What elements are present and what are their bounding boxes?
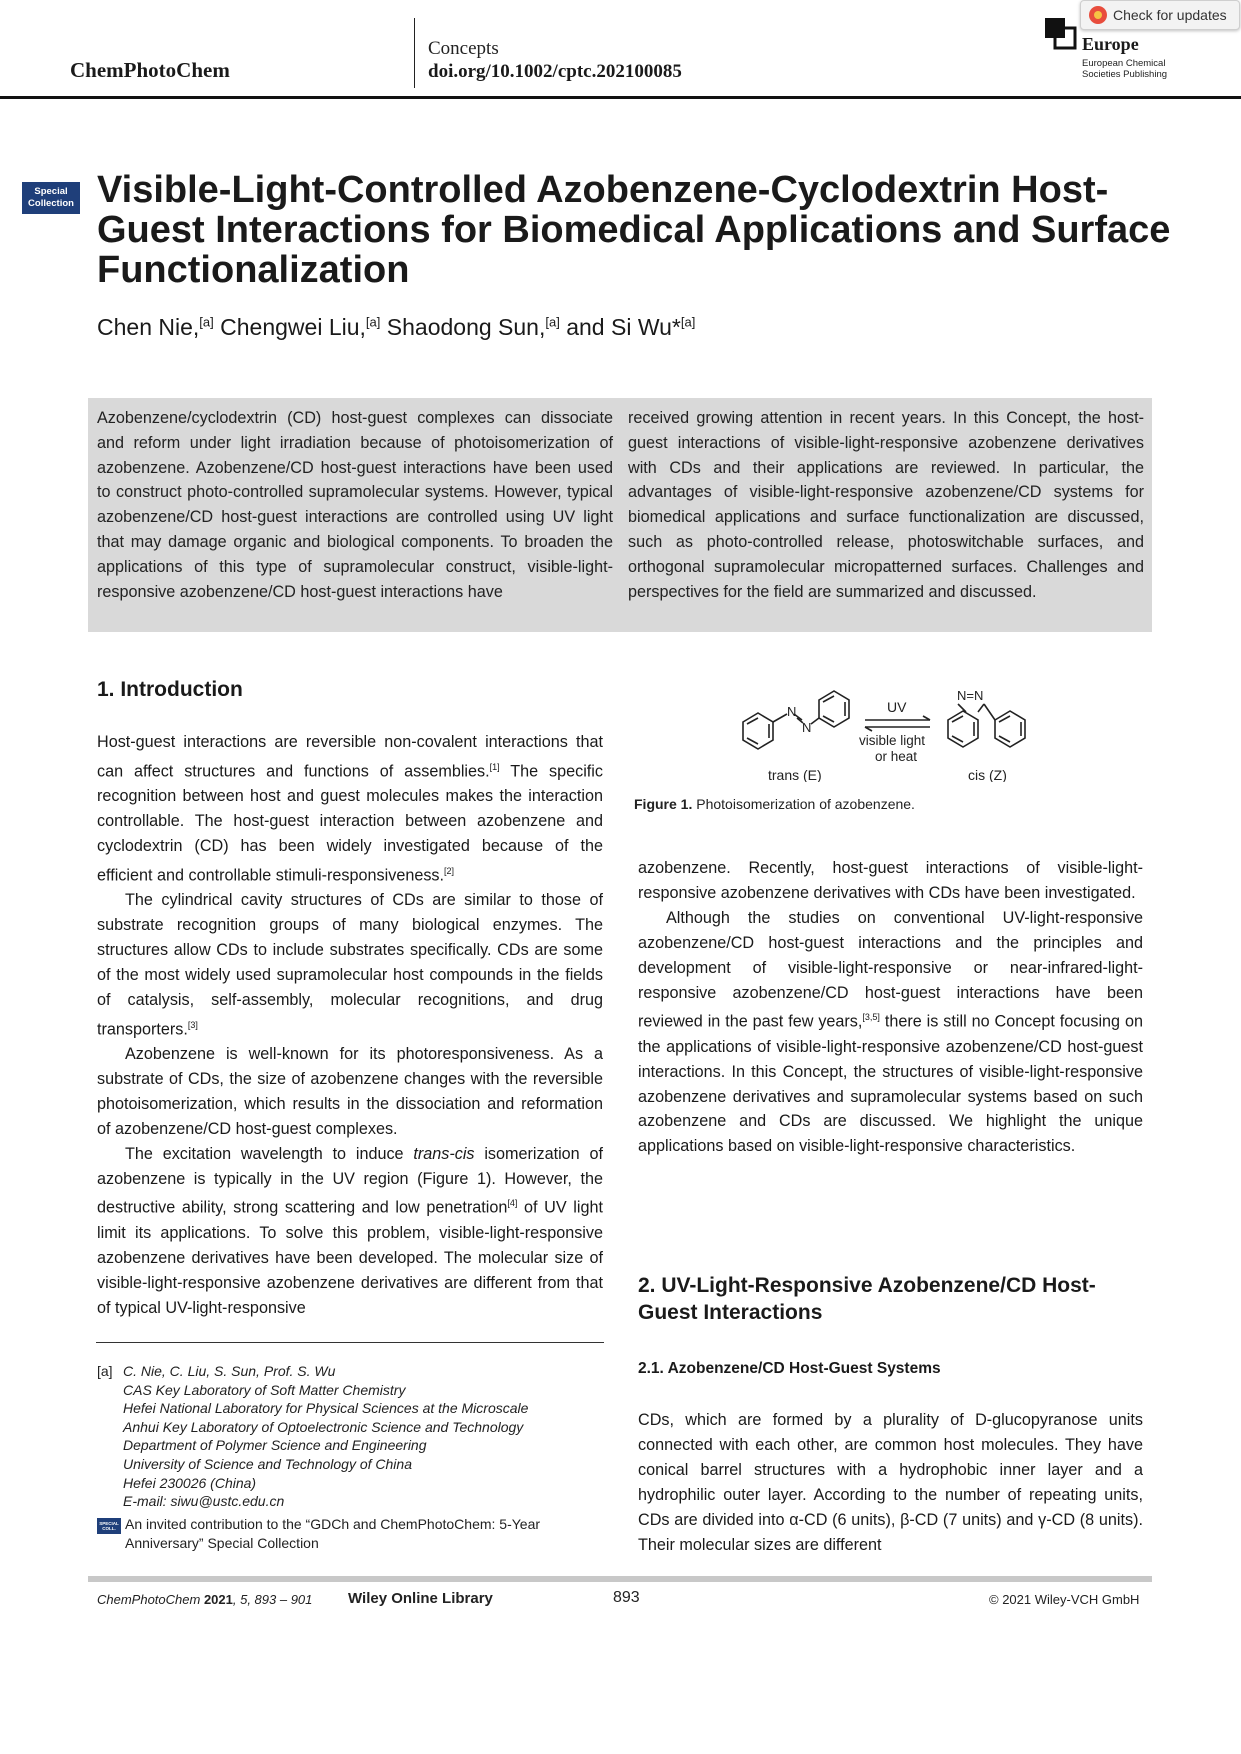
footnote-line: Hefei National Laboratory for Physical Sciences at the Microscale bbox=[123, 1400, 529, 1417]
subsection-heading: 2.1. Azobenzene/CD Host-Guest Systems bbox=[638, 1360, 941, 1377]
azo-nitrogen-label: N bbox=[802, 720, 812, 735]
text-run: The specific recognition between host and guest molecules makes the interaction controllable. The host-guest interaction between azobenzene and cyclodextrin (CD) has been widely investigated because of the efficient and controllable stimuli-responsiveness. bbox=[97, 762, 603, 885]
wiley-online-library-link[interactable]: Wiley Online Library bbox=[348, 1590, 493, 1607]
text-run: The excitation wavelength to induce bbox=[125, 1144, 414, 1163]
section-heading-uv-light: 2. UV-Light-Responsive Azobenzene/CD Host-Guest Interactions bbox=[638, 1274, 1096, 1324]
text-run: The cylindrical cavity structures of CDs are similar to those of substrate recognition groups of many biological enzymes. The structures allow CDs to include substrates specifically. CDs are some of the most widely used supramolecular host compounds in the fields of catalysis, self-assembly, molecular recognitions, and drug transporters. bbox=[97, 891, 603, 1039]
citation-journal: ChemPhotoChem bbox=[97, 1592, 201, 1607]
right-column-body bbox=[638, 856, 1143, 1159]
email-link[interactable]: E-mail: siwu@ustc.edu.cn bbox=[123, 1493, 285, 1510]
paragraph: azobenzene. Recently, host-guest interactions of visible-light-responsive azobenzene derivatives with CDs have been investigated. bbox=[638, 859, 1143, 902]
citation-rest: , 5, 893 – 901 bbox=[232, 1592, 313, 1607]
reference-link[interactable]: [1] bbox=[489, 761, 500, 772]
paragraph bbox=[97, 1142, 603, 1321]
reverse-arrow-label-1: visible light bbox=[859, 733, 926, 748]
text-run: there is still no Concept focusing on the applications of visible-light-responsive azobenzene/CD host-guest interactions. In this Concept, the structures of visible-light-responsive azobenzene derivatives and supramolecular systems based on such azobenzene and CDs are discussed. We highlight the unique applications based on visible-light-responsive characteristics. bbox=[638, 1012, 1143, 1156]
italic-term: trans-cis bbox=[413, 1144, 475, 1163]
text-run: Although the studies on conventional UV-light-responsive azobenzene/CD host-guest interactions and the principles and development of visible-light-responsive or near-infrared-light-responsive azobenzene/CD host-guest interactions have been reviewed in the past few years, bbox=[638, 908, 1143, 1031]
paragraph bbox=[638, 906, 1143, 1159]
footnote-rule bbox=[96, 1342, 604, 1343]
text-run: of UV light limit its applications. To solve this problem, visible-light-responsive azobenzene derivatives have been developed. The molecular size of visible-light-responsive azobenzene derivatives are different from that of typical UV-light-responsive bbox=[97, 1198, 603, 1317]
author-affiliation: [a] bbox=[545, 314, 560, 330]
copyright: © 2021 Wiley-VCH GmbH bbox=[989, 1592, 1140, 1607]
abstract-right-column bbox=[628, 406, 1144, 604]
reference-link[interactable]: [3,5] bbox=[862, 1012, 880, 1023]
section2-body bbox=[638, 1408, 1143, 1557]
abstract-text: Azobenzene/cyclodextrin (CD) host-guest complexes can dissociate and reform under light irradiation because of photoisomerization of azobenzene. Azobenzene/CD host-guest interactions have been used to construct photo-controlled supramolecular systems. However, typical azobenzene/CD host-guest interactions are controlled using UV light that may damage organic and biological components. To broaden the applications of this type of supramolecular construct, visible-light-responsive azobenzene/CD host-guest interactions have bbox=[97, 409, 613, 601]
introduction-body bbox=[97, 730, 603, 1320]
publisher-name: Europe bbox=[1082, 34, 1139, 54]
author-affiliation: [a] bbox=[680, 314, 696, 330]
azobenzene-photoisomerization-figure bbox=[730, 672, 1060, 782]
abstract-left-column bbox=[97, 406, 613, 604]
reference-link[interactable]: [4] bbox=[507, 1198, 518, 1209]
special-collection-mini-badge: SPECIAL COLL. bbox=[97, 1518, 121, 1534]
affiliation-footnote bbox=[97, 1362, 607, 1511]
check-updates-icon bbox=[1089, 6, 1107, 24]
figure-caption-text: Photoisomerization of azobenzene. bbox=[692, 796, 915, 812]
uv-arrow-label: UV bbox=[887, 699, 907, 715]
footnote-line: University of Science and Technology of China bbox=[123, 1455, 412, 1472]
check-updates-label: Check for updates bbox=[1113, 7, 1227, 23]
figure-caption bbox=[634, 796, 915, 812]
text-run: Host-guest interactions are reversible non-covalent interactions that can affect structures and functions of assemblies. bbox=[97, 733, 603, 781]
trans-isomer-label: trans (E) bbox=[768, 767, 822, 782]
author-name: and Si Wu* bbox=[559, 314, 681, 340]
section-type: Concepts bbox=[428, 38, 499, 59]
paragraph: Azobenzene is well-known for its photoresponsiveness. As a substrate of CDs, the size of azobenzene changes with the reversible photoisomerization, which results in the dissociation and reformation of azobenzene/CD host-guest complexes. bbox=[97, 1045, 603, 1138]
paragraph bbox=[97, 888, 603, 1042]
article-title: Visible-Light-Controlled Azobenzene-Cyclodextrin Host-Guest Interactions for Biomedical Applications and Surface Functionalization bbox=[97, 169, 1171, 291]
azo-nitrogen-label: N bbox=[787, 704, 797, 719]
footnote-line: Hefei 230026 (China) bbox=[123, 1474, 257, 1491]
figure-caption-label: Figure 1. bbox=[634, 796, 693, 812]
author-name: Chen Nie, bbox=[97, 314, 200, 340]
check-for-updates-button[interactable] bbox=[1080, 0, 1240, 30]
header-rule bbox=[0, 96, 1241, 99]
cis-isomer-label: cis (Z) bbox=[968, 767, 1007, 782]
citation bbox=[97, 1592, 312, 1607]
footnote-line: CAS Key Laboratory of Soft Matter Chemistry bbox=[123, 1381, 406, 1398]
author-affiliation: [a] bbox=[199, 314, 214, 330]
reference-link[interactable]: [2] bbox=[444, 865, 455, 876]
section-heading-introduction: 1. Introduction bbox=[97, 678, 243, 701]
journal-name: ChemPhotoChem bbox=[70, 58, 230, 82]
invited-contribution-note bbox=[97, 1515, 617, 1553]
publisher-logo-icon bbox=[1045, 18, 1077, 50]
reference-link[interactable]: [3] bbox=[187, 1019, 198, 1030]
publisher-subtitle: European Chemical Societies Publishing bbox=[1082, 58, 1168, 80]
footnote-line: Department of Polymer Science and Engineering bbox=[123, 1437, 427, 1454]
page-number: 893 bbox=[613, 1589, 640, 1606]
footnote-line: C. Nie, C. Liu, S. Sun, Prof. S. Wu bbox=[123, 1363, 336, 1379]
footnote-tag: [a] bbox=[97, 1363, 113, 1379]
invited-text: An invited contribution to the “GDCh and ChemPhotoChem: 5-Year Anniversary” Special Collection bbox=[125, 1516, 541, 1551]
abstract-text: received growing attention in recent years. In this Concept, the host-guest interactions of visible-light-responsive azobenzene derivatives with CDs and their applications are reviewed. In particular, the advantages of visible-light-responsive azobenzene/CD systems for biomedical applications and surface functionalization are discussed, such as photo-controlled release, photoswitchable surfaces, and orthogonal supramolecular micropatterned surfaces. Challenges and perspectives for the field are summarized and discussed. bbox=[628, 409, 1144, 601]
author-name: Chengwei Liu, bbox=[213, 314, 366, 340]
header-divider bbox=[414, 18, 415, 88]
footnote-line: Anhui Key Laboratory of Optoelectronic Science and Technology bbox=[123, 1418, 524, 1435]
author-name: Shaodong Sun, bbox=[380, 314, 546, 340]
text-run: isomerization of azobenzene is typically in the UV region (Figure 1). However, the destructive ability, strong scattering and low penetration bbox=[97, 1144, 603, 1217]
doi-link[interactable]: doi.org/10.1002/cptc.202100085 bbox=[428, 61, 682, 82]
cis-azo-label: N=N bbox=[957, 688, 984, 703]
author-affiliation: [a] bbox=[365, 314, 381, 330]
badge-line-2: Collection bbox=[28, 198, 74, 209]
author-list bbox=[97, 314, 695, 341]
reverse-arrow-label-2: or heat bbox=[875, 749, 918, 764]
footer-rule bbox=[88, 1576, 1152, 1582]
paragraph: CDs, which are formed by a plurality of D-glucopyranose units connected with each other, are common host molecules. They have conical barrel structures with a hydrophobic inner layer and a hydrophilic outer layer. According to the number of repeating units, CDs are divided into α-CD (6 units), β-CD (7 units) and γ-CD (8 units). Their molecular sizes are different bbox=[638, 1411, 1143, 1554]
paragraph bbox=[97, 730, 603, 888]
citation-year: 2021 bbox=[203, 1592, 233, 1607]
badge-line-1: Special bbox=[34, 186, 68, 197]
special-collection-badge[interactable] bbox=[22, 182, 80, 214]
